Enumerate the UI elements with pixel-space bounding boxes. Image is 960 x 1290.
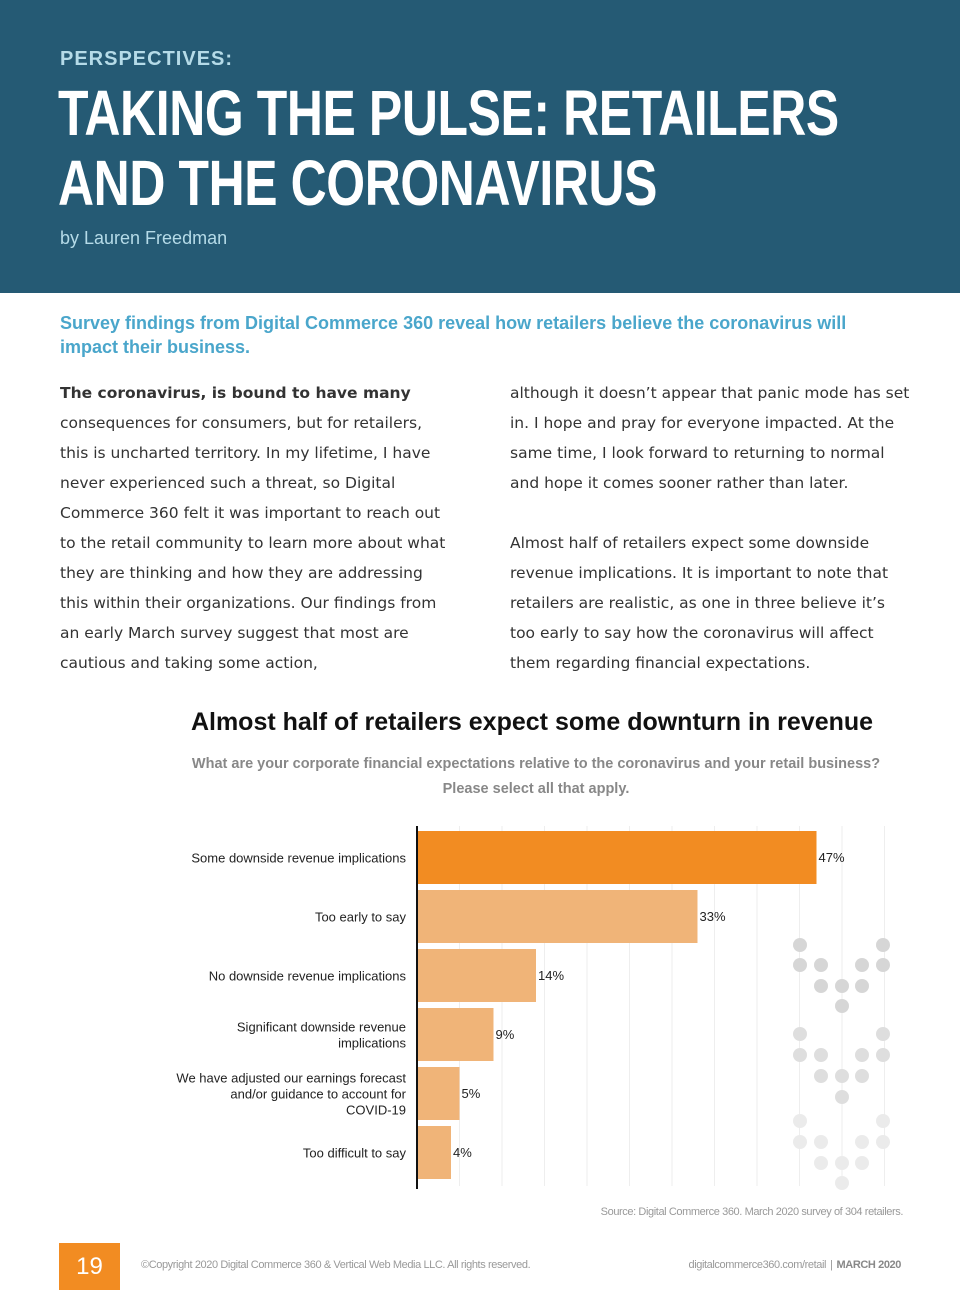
bar	[417, 949, 536, 1002]
category-label: No downside revenue implications	[208, 968, 406, 984]
decorative-dot	[793, 1135, 807, 1149]
decorative-dot	[814, 958, 828, 972]
intro-deck: Survey findings from Digital Commerce 360 reveal how retailers believe the coronavirus will impact their business.	[60, 313, 847, 357]
decorative-dot	[835, 1069, 849, 1083]
bar-chart-svg	[160, 820, 905, 1192]
decorative-dot	[835, 979, 849, 993]
bar	[417, 1126, 451, 1179]
decorative-dot	[835, 1176, 849, 1190]
category-label: COVID-19	[346, 1102, 406, 1118]
bar	[417, 831, 817, 884]
chart-subtitle-line-2: Please select all that apply.	[442, 781, 630, 797]
decorative-dot	[835, 1090, 849, 1104]
decorative-dot	[793, 1048, 807, 1062]
category-label: implications	[338, 1035, 406, 1051]
bar-chart	[160, 820, 905, 1196]
decorative-dot	[876, 1027, 890, 1041]
decorative-dot	[793, 958, 807, 972]
category-label: Too early to say	[314, 909, 406, 925]
decorative-dot	[793, 938, 807, 952]
category-label: Too difficult to say	[302, 1145, 406, 1161]
footer-url[interactable]: digitalcommerce360.com/retail	[688, 1259, 827, 1271]
decorative-dot	[876, 958, 890, 972]
byline: by Lauren Freedman	[60, 228, 228, 248]
category-label: and/or guidance to account for	[230, 1086, 406, 1102]
decorative-dot	[855, 1048, 869, 1062]
decorative-dot	[876, 1135, 890, 1149]
decorative-dot	[814, 1135, 828, 1149]
decorative-dot	[835, 999, 849, 1013]
category-label: Some downside revenue implications	[191, 850, 406, 866]
category-label: We have adjusted our earnings forecast	[176, 1070, 406, 1086]
page-title	[58, 77, 839, 219]
page-title-line-2: AND THE CORONAVIRUS	[58, 147, 658, 219]
decorative-dot	[855, 958, 869, 972]
bar	[417, 1067, 460, 1120]
chart-source: Source: Digital Commerce 360. March 2020 survey of 304 retailers.	[600, 1206, 903, 1218]
decorative-dot	[855, 1069, 869, 1083]
section-kicker: PERSPECTIVES:	[60, 48, 234, 70]
decorative-dot	[876, 938, 890, 952]
header-banner	[0, 0, 960, 293]
body-paragraph-right-2: Almost half of retailers expect some downside revenue implications. It is important to note that retailers are realistic, as one in three believe it’s too early to say how the coronavirus will affect them regarding financial expectations.	[510, 534, 889, 672]
footer-separator: |	[830, 1259, 833, 1271]
decorative-dot	[814, 1069, 828, 1083]
body-column-left	[60, 378, 455, 678]
lead-in: The coronavirus, is bound to have many	[60, 384, 411, 402]
page-title-line-1: TAKING THE PULSE: RETAILERS	[58, 77, 839, 149]
footer-right	[560, 1259, 901, 1271]
body-paragraph-left	[60, 378, 455, 678]
footer-month: MARCH 2020	[836, 1259, 901, 1271]
decorative-dot	[793, 1027, 807, 1041]
decorative-dot	[793, 1114, 807, 1128]
chart-title: Almost half of retailers expect some downturn in revenue	[190, 708, 874, 736]
decorative-dot	[855, 979, 869, 993]
category-label: Significant downside revenue	[236, 1019, 406, 1035]
bar-value-label: 47%	[818, 850, 845, 865]
body-column-right	[510, 378, 910, 678]
decorative-dot	[876, 1114, 890, 1128]
decorative-dot	[814, 979, 828, 993]
decorative-dot	[876, 1048, 890, 1062]
decorative-dot	[814, 1156, 828, 1170]
bar-value-label: 9%	[495, 1027, 515, 1042]
bar-value-label: 5%	[461, 1086, 481, 1101]
bar	[417, 1008, 494, 1061]
body-paragraph-right-1: although it doesn’t appear that panic mode has set in. I hope and pray for everyone impacted. At the same time, I look forward to returning to normal and hope it comes sooner rather than later.	[510, 384, 910, 492]
decorative-dot	[814, 1048, 828, 1062]
chart-subtitle-line-1: What are your corporate financial expectations relative to the coronavirus and your retail business?	[191, 756, 881, 772]
body-text-left: consequences for consumers, but for retailers, this is uncharted territory. In my lifetime, I have never experienced such a threat, so Digital Commerce 360 felt it was important to reach out to the retail community to learn more about what they are thinking and how they are addressing this within their organizations. Our findings from an early March survey suggest that most are cautious and taking some action,	[60, 414, 446, 672]
bar-value-label: 4%	[453, 1145, 472, 1160]
decorative-dot	[855, 1135, 869, 1149]
copyright-notice: ©Copyright 2020 Digital Commerce 360 & Vertical Web Media LLC. All rights reserved.	[141, 1259, 531, 1271]
page-number: 19	[59, 1243, 120, 1290]
decorative-dot	[835, 1156, 849, 1170]
decorative-dot	[855, 1156, 869, 1170]
bar-value-label: 33%	[699, 909, 726, 924]
bar-value-label: 14%	[538, 968, 565, 983]
chart-subtitle	[160, 752, 912, 802]
bar	[417, 890, 698, 943]
